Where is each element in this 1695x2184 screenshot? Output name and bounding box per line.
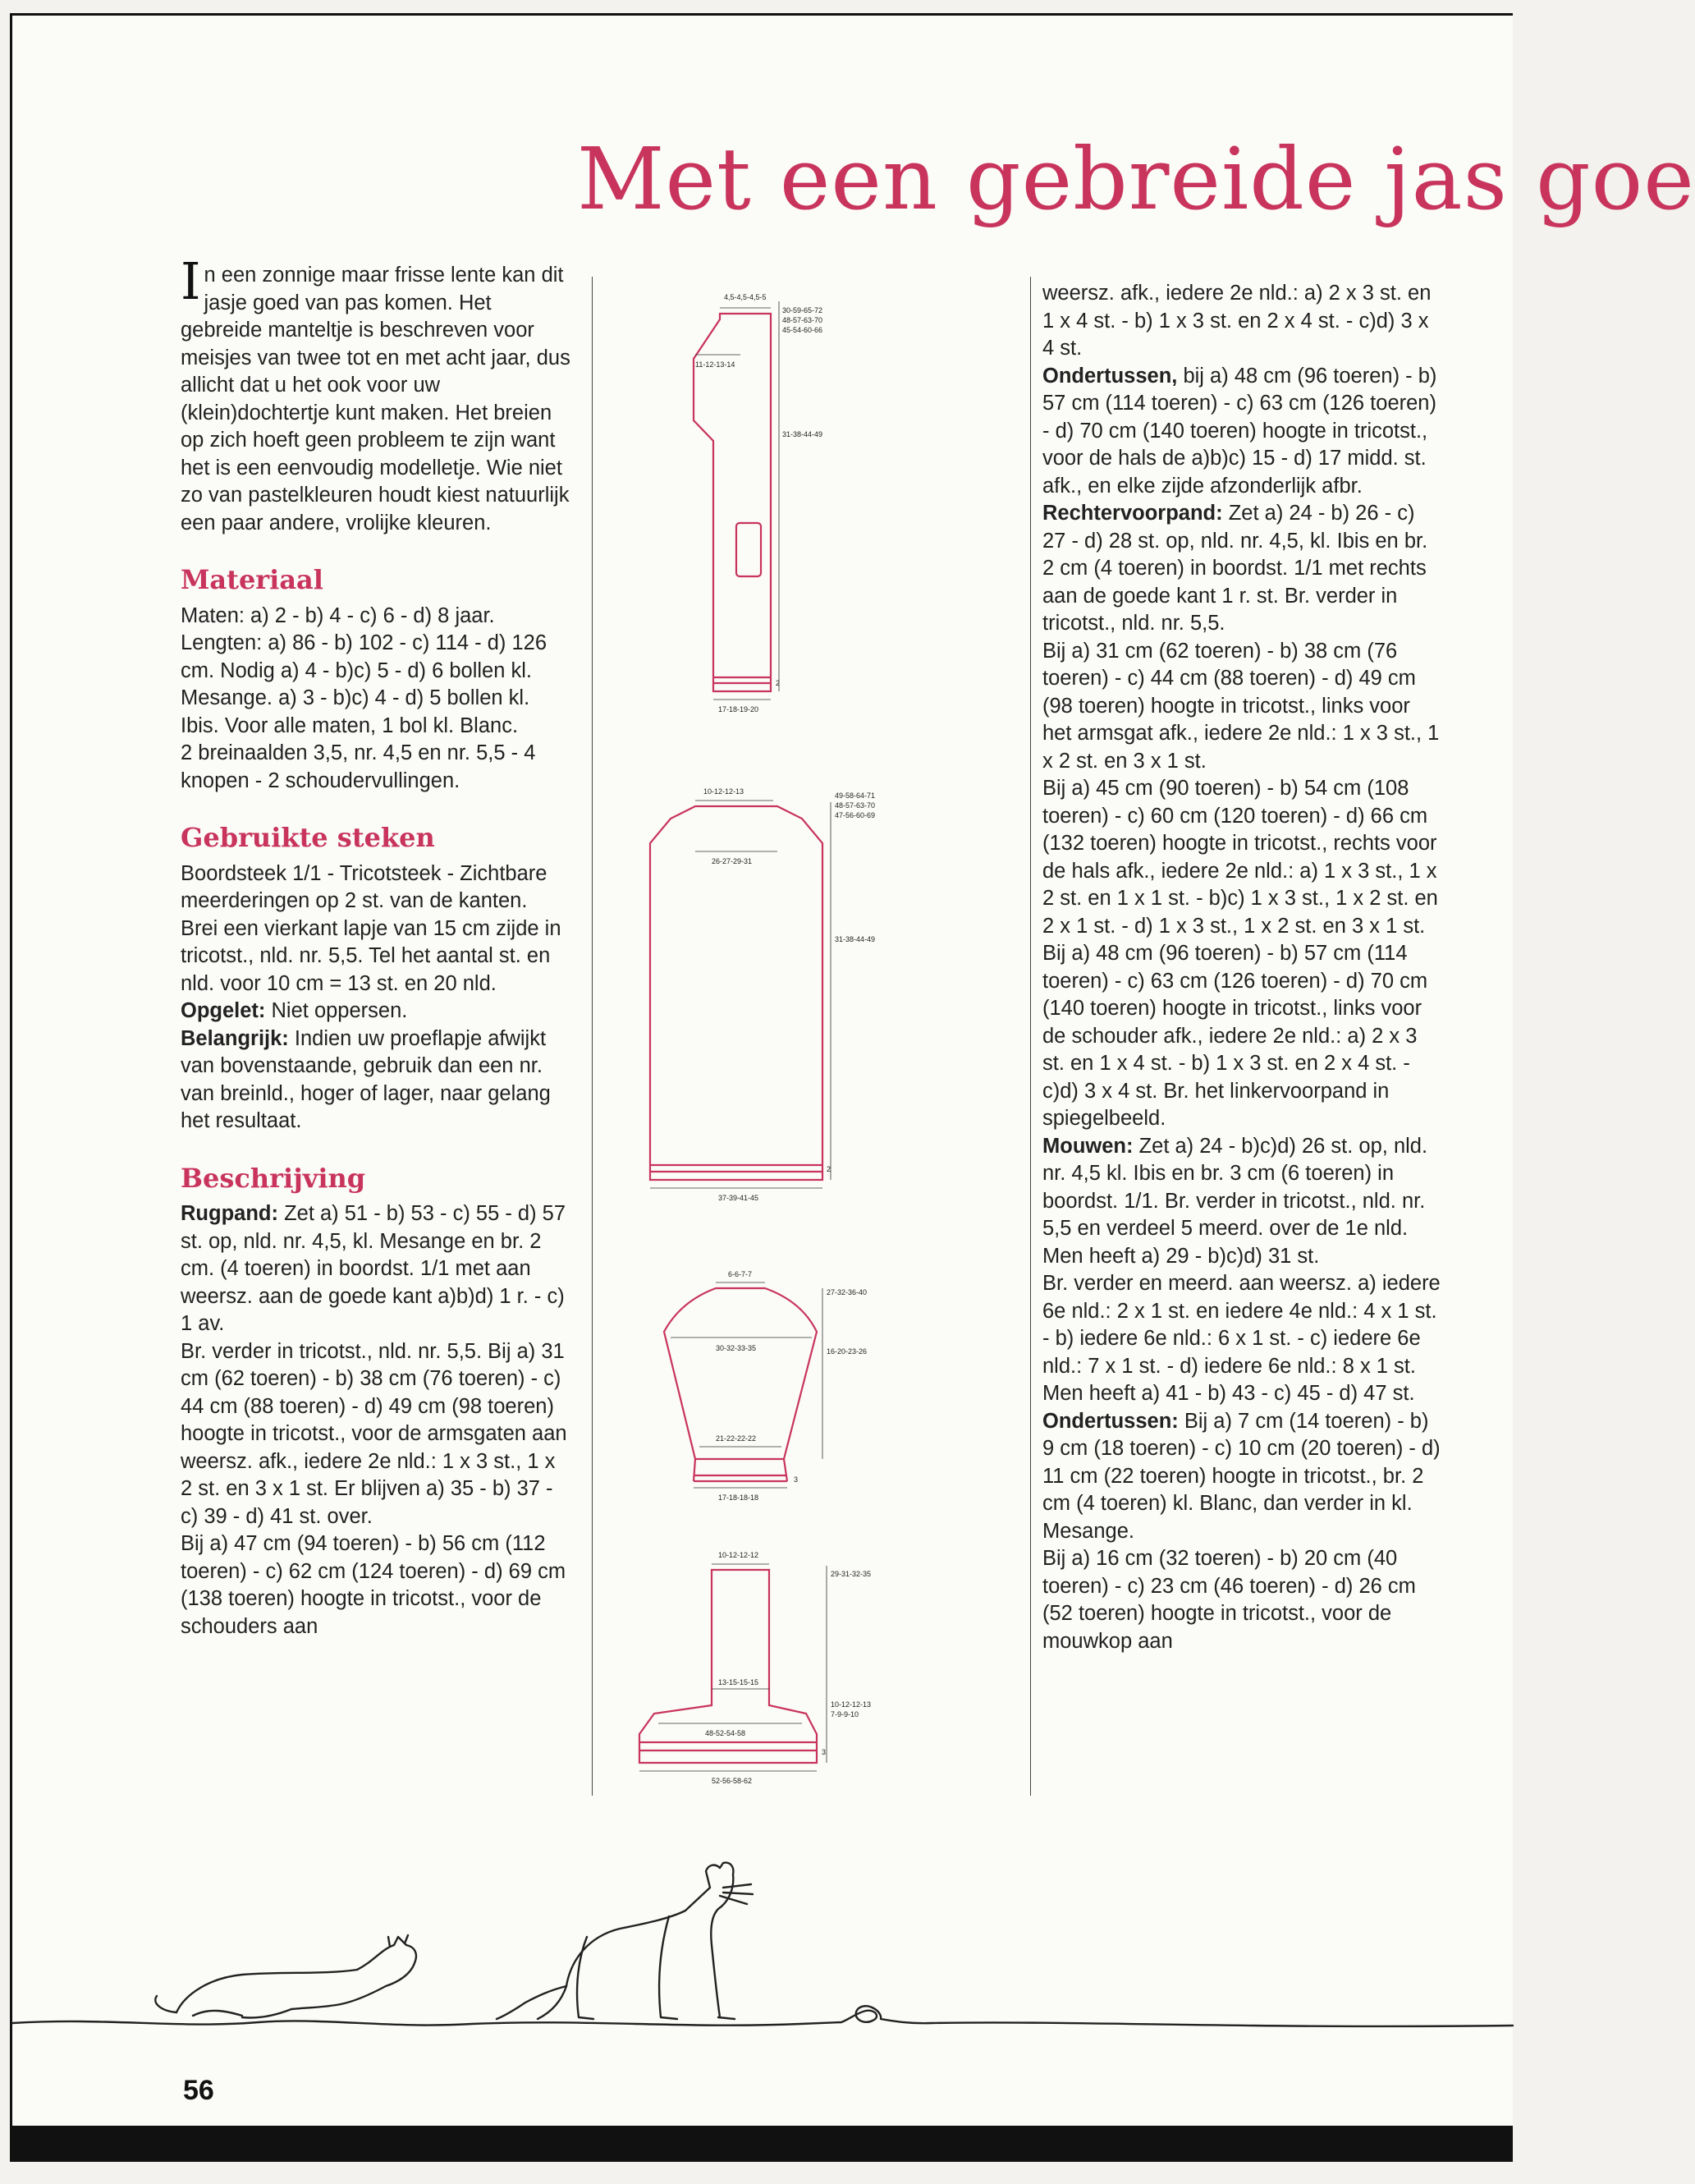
label-front-rib: 2: [776, 679, 781, 687]
shoulder-continued: weersz. afk., iedere 2e nld.: a) 2 x 3 st. en 1 x 4 st. - b) 1 x 3 st. en 2 x 4 st. - c)d) 3 x 4 st.: [1042, 282, 1432, 360]
opgelet-label: Opgelet:: [181, 999, 266, 1022]
page-number: 56: [183, 2075, 214, 2106]
mouwen-count-2: Men heeft a) 41 - b) 43 - c) 45 - d) 47 st.: [1042, 1382, 1415, 1405]
label-back-height: 31-38-44-49: [835, 935, 876, 943]
mouwen-increase: Br. verder en meerd. aan weersz. a) iedere 6e nld.: 2 x 1 st. en iedere 4e nld.: 4 x 1 st. - b) iedere 6e nld.: 6 x 1 st. - c) iedere 6e nld.: 7 x 1 st. - d) iedere 6e nld.: 8 x 1 st.: [1042, 1272, 1441, 1378]
drop-cap: I: [181, 251, 201, 311]
belangrijk-label: Belangrijk:: [181, 1026, 289, 1050]
label-back-width: 37-39-41-45: [718, 1194, 759, 1202]
belangrijk-text: Indien uw proeflapje afwijkt van bovenstaande, gebruik dan een nr. van breinld., hoger of lager, naar gelang het resultaat.: [181, 1026, 551, 1132]
label-back-h3: 47-56-60-69: [835, 811, 876, 819]
column-divider-left: [592, 277, 593, 1796]
label-front-top: 4,5-4,5-4,5-5: [724, 293, 767, 301]
ondertussen-blanc: [1042, 1408, 1441, 1546]
steken-opgelet: [181, 998, 570, 1025]
magazine-page: [10, 13, 1695, 2162]
page-bottom-border: [12, 2126, 1513, 2162]
voorpand-armhole: Bij a) 31 cm (62 toeren) - b) 38 cm (76 toeren) - c) 44 cm (88 toeren) - d) 49 cm (98 toeren) hoogte in tricotst., links voor het armsgat afk., iedere 2e nld.: 1 x 3 st., 1 x 2 st. en 3 x 1 st.: [1042, 639, 1440, 773]
rechtervoorpand-text: Zet a) 24 - b) 26 - c) 27 - d) 28 st. op, nld. nr. 4,5, kl. Ibis en br. 2 cm (4 toeren) in boordst. 1/1 met rechts aan de goede kant 1 r. st. Br. verder in tricotst., nld. nr. 5,5.: [1042, 502, 1428, 635]
materiaal-heading: Materiaal: [181, 564, 323, 595]
rechtervoorpand-paragraph: [1042, 500, 1441, 638]
label-hood-h1: 29-31-32-35: [831, 1570, 872, 1578]
label-front-neck: 11-12-13-14: [695, 360, 735, 369]
materiaal-needles: 2 breinaalden 3,5, nr. 4,5 en nr. 5,5 - 4 knopen - 2 schoudervullingen.: [181, 741, 536, 792]
right-column: [1042, 280, 1441, 1655]
label-hood-h3: 7-9-9-10: [831, 1710, 859, 1718]
label-sleeve-h1: 27-32-36-40: [827, 1288, 868, 1296]
steken-types: Boordsteek 1/1 - Tricotsteek - Zichtbare meerderingen op 2 st. van de kanten.: [181, 861, 547, 912]
intro-text: n een zonnige maar frisse lente kan dit jasje goed van pas komen. Het gebreide manteltje is beschreven voor meisjes van twee tot en met acht jaar, dus allicht dat u het ook voor uw (klein)dochtertje kunt maken. Het breien op zich hoeft geen probleem te zijn want het is een eenvoudig modelletje. Wie niet zo van pastelkleuren houdt kiest natuurlijk een paar andere, vrolijke kleuren.: [181, 264, 570, 535]
label-hood-h2: 10-12-12-13: [831, 1700, 872, 1709]
left-column: [181, 251, 570, 1640]
label-sleeve-rib: 3: [794, 1475, 799, 1484]
label-hood-inner: 13-15-15-15: [718, 1678, 759, 1686]
rugpand-text: Zet a) 51 - b) 53 - c) 55 - d) 57 st. op, nld. nr. 4,5, kl. Mesange en br. 2 cm. (4 toeren) in boordst. 1/1 met aan weersz. aan de goede kant a)b)d) 1 r. - c) 1 av.: [181, 1202, 566, 1335]
label-sleeve-inner: 21-22-22-22: [716, 1434, 757, 1443]
mouwkop: Bij a) 16 cm (32 toeren) - b) 20 cm (40 toeren) - c) 23 cm (46 toeren) - d) 26 cm (52 toeren) hoogte in tricotst., voor de mouwkop aan: [1042, 1547, 1416, 1653]
label-hood-bottom: 52-56-58-62: [712, 1777, 753, 1785]
beschrijving-heading: Beschrijving: [181, 1162, 366, 1194]
intro-paragraph: [181, 251, 570, 537]
rugpand-label: Rugpand:: [181, 1202, 278, 1225]
label-front-shoulder-1: 30-59-65-72: [782, 306, 823, 314]
mouwen-paragraph: [1042, 1133, 1441, 1243]
mouwen-label: Mouwen:: [1042, 1134, 1134, 1158]
label-sleeve-bottom: 17-18-18-18: [718, 1493, 759, 1502]
label-hood-width: 48-52-54-58: [705, 1729, 746, 1737]
voorpand-neck: Bij a) 45 cm (90 toeren) - b) 54 cm (108 toeren) - c) 60 cm (120 toeren) - d) 66 cm (132 toeren) hoogte in tricotst., rechts voor de hals afk., iedere 2e nld.: a) 1 x 3 st., 1 x 2 st. en 1 x 1 st. - b)c) 1 x 3 st., 1 x 2 st. en 2 x 1 st. - d) 1 x 3 st., 1 x 2 st. en 3 x 1 st. Bij a) 48 cm (96 toeren) - b) 57 cm (114 toeren) - c) 63 cm (126 toeren) - d) 70 cm (140 toeren) hoogte in tricotst., links voor de schouder afk., iedere 2e nld.: a) 2 x 3 st. en 1 x 4 st. - b) 1 x 3 st. en 2 x 4 st. - c)d) 3 x 4 st. Br. het linkervoorpand in spiegelbeeld.: [1042, 777, 1438, 1130]
label-back-top: 10-12-12-13: [703, 787, 744, 796]
rugpand-armhole: Br. verder in tricotst., nld. nr. 5,5. Bij a) 31 cm (62 toeren) - b) 38 cm (76 toeren) - c) 44 cm (88 toeren) - d) 49 cm (98 toeren) hoogte in tricotst., voor de armsgaten aan weersz. afk., iedere 2e nld.: 1 x 3 st., 1 x 2 st. en 3 x 1 st. Er blijven a) 35 - b) 37 - c) 39 - d) 41 st. over.: [181, 1339, 567, 1528]
ondertussen-hals: [1042, 363, 1441, 501]
label-hood-rib: 3: [822, 1748, 827, 1756]
sleeve-schematic: [664, 1288, 817, 1481]
mouwen-text: Zet a) 24 - b)c)d) 26 st. op, nld. nr. 4,5 kl. Ibis en br. 3 cm (6 toeren) in boordst. 1/1. Br. verder in tricotst., nld. nr. 5,5 en verdeel 5 meerd. over de 1e nld.: [1042, 1134, 1428, 1240]
label-front-shoulder-2: 48-57-63-70: [782, 316, 823, 324]
label-hood-top: 10-12-12-12: [718, 1551, 759, 1559]
label-back-h1: 49-58-64-71: [835, 791, 876, 800]
steken-gauge: Brei een vierkant lapje van 15 cm zijde in tricotst., nld. nr. 5,5. Tel het aantal st. en nld. voor 10 cm = 13 st. en 20 nld.: [181, 916, 561, 995]
ondertussen-text-2: Bij a) 7 cm (14 toeren) - b) 9 cm (18 toeren) - c) 10 cm (20 toeren) - d) 11 cm (22 toeren) hoogte in tricotst., br. 2 cm (4 toeren) kl. Blanc, dan verder in kl. Mesange.: [1042, 1409, 1441, 1543]
label-back-inner: 26-27-29-31: [712, 857, 753, 865]
label-sleeve-h2: 16-20-23-26: [827, 1347, 868, 1356]
opgelet-text: Niet oppersen.: [265, 999, 408, 1022]
label-back-h2: 48-57-63-70: [835, 801, 876, 810]
steken-belangrijk: [181, 1025, 570, 1136]
materiaal-sizes: Maten: a) 2 - b) 4 - c) 6 - d) 8 jaar. Lengten: a) 86 - b) 102 - c) 114 - d) 126 cm. Nodig a) 4 - b)c) 5 - d) 6 bollen kl. Mesange. a) 3 - b)c) 4 - d) 5 bollen kl. Ibis. Voor alle maten, 1 bol kl. Blanc.: [181, 603, 547, 737]
label-back-rib: 2: [827, 1165, 831, 1173]
label-sleeve-width: 30-32-33-35: [716, 1344, 757, 1352]
ondertussen-text-1: bij a) 48 cm (96 toeren) - b) 57 cm (114 toeren) - c) 63 cm (126 toeren) - d) 70 cm (140 toeren) hoogte in tricotst., voor de hals de a)b)c) 15 - d) 17 midd. st. afk., en elke zijde afzonderlijk afbr.: [1042, 364, 1437, 498]
ondertussen-label-2: Ondertussen:: [1042, 1409, 1179, 1433]
front-panel-schematic: [694, 314, 771, 691]
rugpand-paragraph: [181, 1200, 570, 1338]
cats-illustration: [12, 1814, 1513, 2076]
ondertussen-label-1: Ondertussen,: [1042, 364, 1178, 388]
pattern-schematics: [597, 277, 1032, 1812]
label-front-height: 31-38-44-49: [782, 430, 823, 438]
rugpand-shoulder: Bij a) 47 cm (94 toeren) - b) 56 cm (112 toeren) - c) 62 cm (124 toeren) - d) 69 cm (138 toeren) hoogte in tricotst., voor de schouders aan: [181, 1532, 566, 1638]
page-title: Met een gebreide jas goe: [577, 129, 1695, 229]
label-front-shoulder-3: 45-54-60-66: [782, 326, 823, 334]
label-front-width: 17-18-19-20: [718, 705, 759, 713]
steken-heading: Gebruikte steken: [181, 822, 435, 853]
label-sleeve-top: 6-6-7-7: [728, 1270, 753, 1278]
rechtervoorpand-label: Rechtervoorpand:: [1042, 502, 1223, 525]
mouwen-count-1: Men heeft a) 29 - b)c)d) 31 st.: [1042, 1244, 1320, 1268]
